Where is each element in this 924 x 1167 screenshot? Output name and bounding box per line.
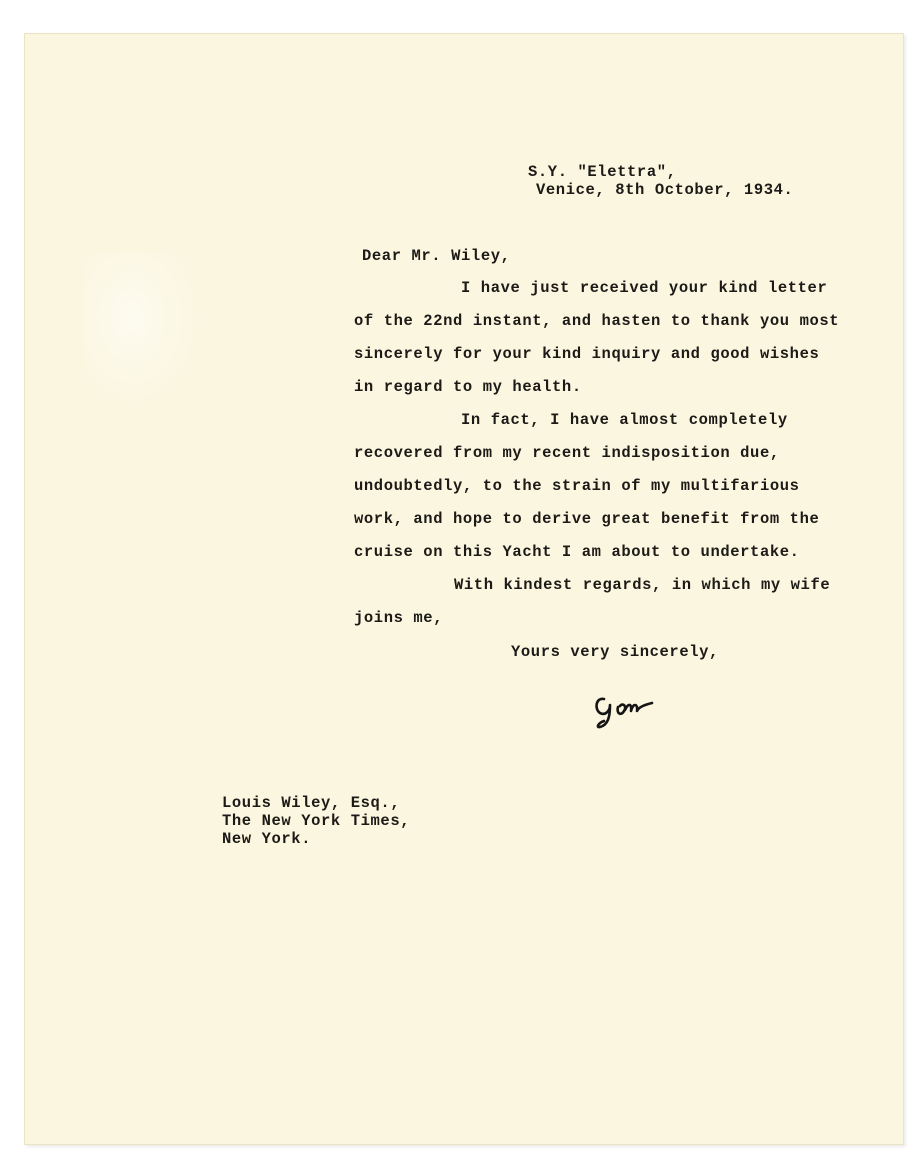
body-line: I have just received your kind letter <box>461 279 828 297</box>
body-line: in regard to my health. <box>354 378 582 396</box>
body-line: With kindest regards, in which my wife <box>454 576 831 594</box>
recipient-city: New York. <box>222 830 312 848</box>
heading-place-date: Venice, 8th October, 1934. <box>536 181 794 199</box>
body-line: In fact, I have almost completely <box>461 411 788 429</box>
body-line: joins me, <box>354 609 444 627</box>
letter-sheet <box>24 33 904 1145</box>
recipient-organization: The New York Times, <box>222 812 411 830</box>
body-line: cruise on this Yacht I am about to undertake. <box>354 543 800 561</box>
body-line: recovered from my recent indisposition due, <box>354 444 780 462</box>
body-line: sincerely for your kind inquiry and good wishes <box>354 345 820 363</box>
heading-vessel: S.Y. "Elettra", <box>528 163 677 181</box>
closing: Yours very sincerely, <box>511 643 719 661</box>
signature-icon <box>590 683 680 733</box>
body-line: work, and hope to derive great benefit from the <box>354 510 820 528</box>
salutation: Dear Mr. Wiley, <box>362 247 511 265</box>
body-line: of the 22nd instant, and hasten to thank you most <box>354 312 840 330</box>
body-line: undoubtedly, to the strain of my multifarious <box>354 477 800 495</box>
recipient-name: Louis Wiley, Esq., <box>222 794 401 812</box>
